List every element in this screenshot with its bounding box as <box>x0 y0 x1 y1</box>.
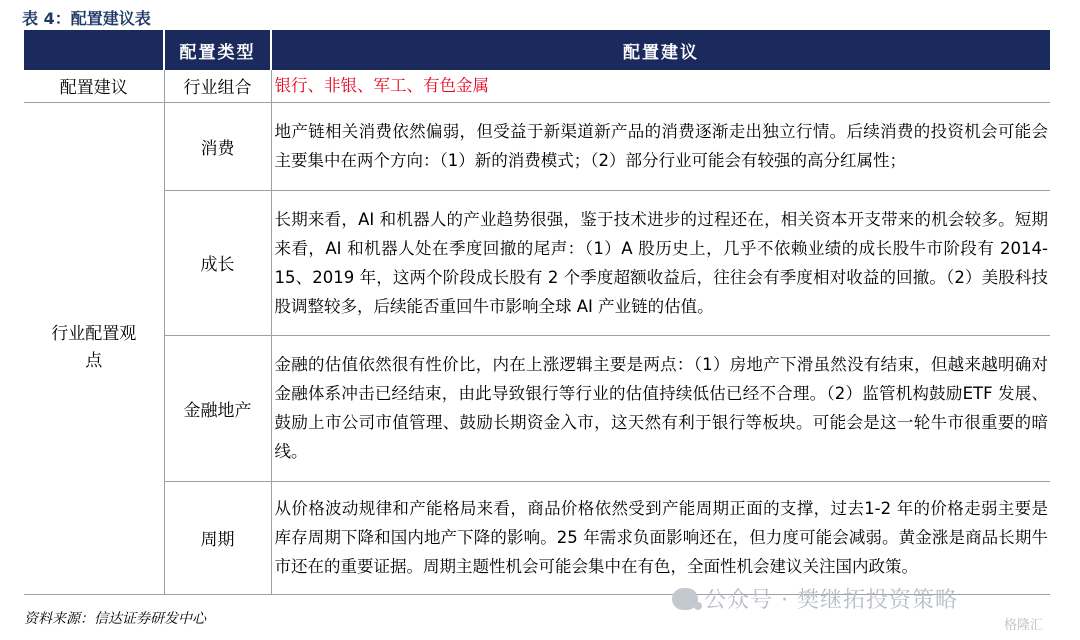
table-row <box>24 102 1050 190</box>
header-config-advice: 配置建议 <box>271 30 1050 70</box>
config-advice-row <box>24 70 1050 102</box>
wechat-icon <box>672 588 698 610</box>
row-type-consumption: 消费 <box>164 102 271 190</box>
table-header-row <box>24 30 1050 70</box>
source-note: 资料来源：信达证券研发中心 <box>24 611 206 627</box>
row-type-finance-realestate: 金融地产 <box>164 335 271 481</box>
row-type-growth: 成长 <box>164 190 271 335</box>
allocation-table <box>24 30 1050 595</box>
config-type-cell: 行业组合 <box>164 70 271 102</box>
row-text-growth: 长期来看，AI 和机器人的产业趋势很强，鉴于技术进步的过程还在，相关资本开支带来的机会较多。短期来看，AI 和机器人处在季度回撤的尾声：（1）A 股历史上，几乎不依赖业绩的成长股牛市阶段有 2014-15、2019 年，这两个阶段成长股有 2 个季度超额收益后，往往会有季度相对收益的回撤。（2）美股科技股调整较多，后续能否重回牛市影响全球 AI 产业链的估值。 <box>271 190 1050 335</box>
watermark <box>672 583 958 614</box>
table-row <box>24 335 1050 481</box>
header-config-type: 配置类型 <box>164 30 271 70</box>
row-text-consumption: 地产链相关消费依然偏弱，但受益于新渠道新产品的消费逐渐走出独立行情。后续消费的投资机会可能会主要集中在两个方向：（1）新的消费模式；（2）部分行业可能会有较强的高分红属性； <box>271 102 1050 190</box>
industry-view-group-label <box>24 102 164 594</box>
config-advice-sectors: 银行、非银、军工、有色金属 <box>271 70 1050 102</box>
table-title: 表 4：配置建议表 <box>22 9 151 28</box>
header-blank-cell <box>24 30 164 70</box>
industry-view-label: 行业配置观点 <box>51 324 137 371</box>
table-row <box>24 190 1050 335</box>
watermark-text: 公众号 · 樊继拓投资策略 <box>704 588 958 613</box>
row-type-cyclical: 周期 <box>164 481 271 594</box>
logo-text: 格隆汇 <box>1004 618 1044 633</box>
row-text-finance-realestate: 金融的估值依然很有性价比，内在上涨逻辑主要是两点：（1）房地产下滑虽然没有结束，但越来越明确对金融体系冲击已经结束，由此导致银行等行业的估值持续低估已经不合理。（2）监管机构鼓励ETF 发展、鼓励上市公司市值管理、鼓励长期资金入市，这天然有利于银行等板块。可能会是这一轮牛市很重要的暗线。 <box>271 335 1050 481</box>
config-advice-label: 配置建议 <box>24 70 164 102</box>
table-row <box>24 481 1050 594</box>
row-text-cyclical: 从价格波动规律和产能格局来看，商品价格依然受到产能周期正面的支撑，过去1-2 年的价格走弱主要是库存周期下降和国内地产下降的影响。25 年需求负面影响还在，但力度可能会减弱。黄金涨是商品长期牛市还在的重要证据。周期主题性机会可能会集中在有色，全面性机会建议关注国内政策。 <box>271 481 1050 594</box>
